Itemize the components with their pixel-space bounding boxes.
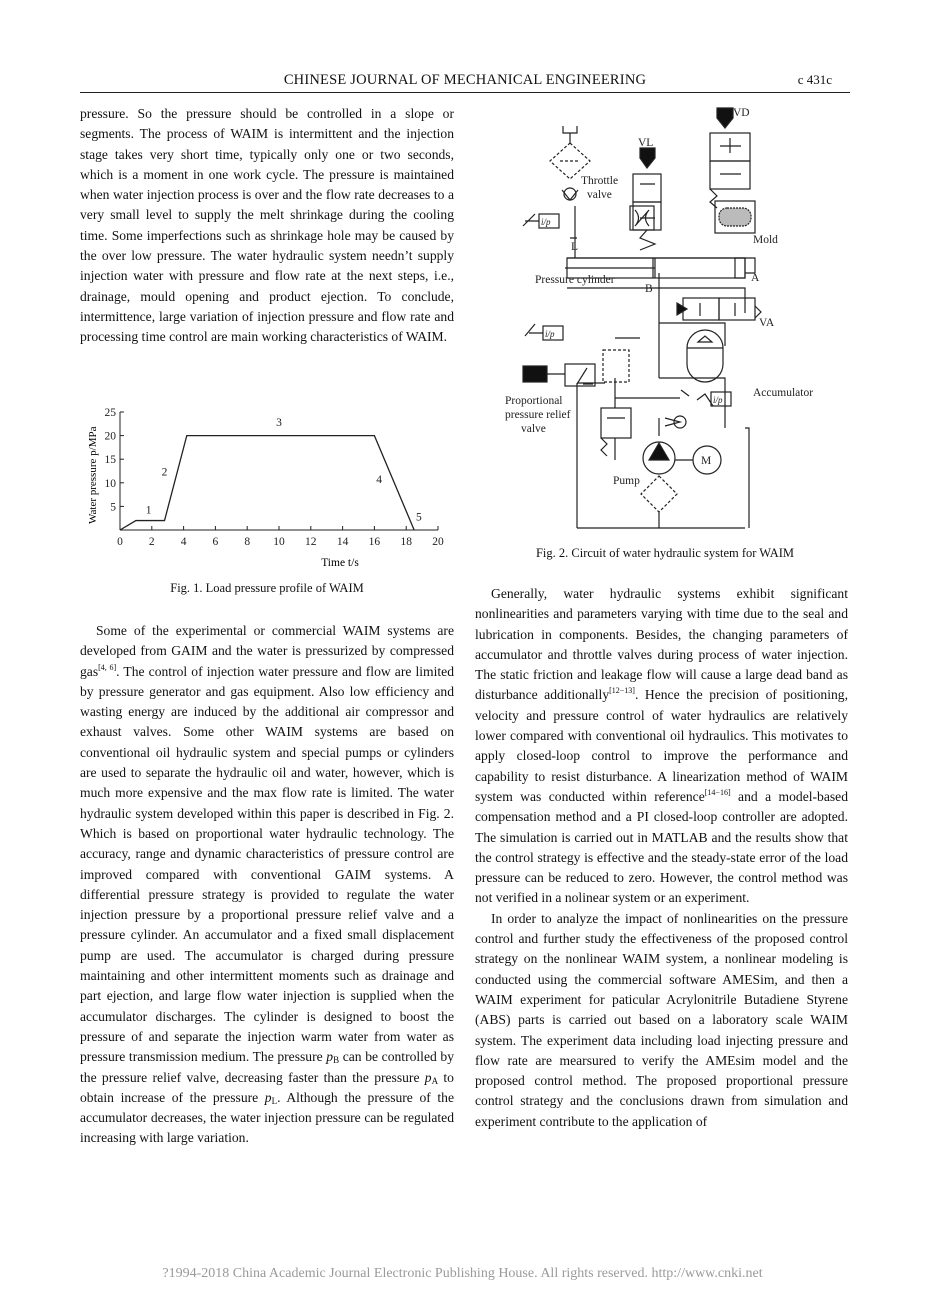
y-tick-label: 20 — [104, 430, 116, 443]
label-motor: M — [701, 455, 712, 467]
text-run: Some of the experimental or commercial WAIM systems are developed from GAIM and the water is pressurized by compressed gas — [80, 623, 454, 679]
segment-label: 5 — [416, 511, 422, 524]
citation: [4, 6] — [98, 662, 117, 672]
relief-valve — [601, 408, 631, 438]
label-vl: VL — [638, 137, 654, 149]
chart-series — [120, 436, 414, 530]
x-axis-label: Time t/s — [321, 557, 359, 569]
segment-label: 1 — [145, 504, 152, 517]
label-pump: Pump — [613, 475, 640, 487]
x-tick-label: 12 — [305, 536, 317, 548]
paragraph — [475, 584, 848, 909]
left-column-bottom — [80, 621, 454, 1149]
label-mold: Mold — [753, 234, 778, 246]
x-tick-label: 20 — [432, 536, 444, 548]
chart-axes — [120, 412, 438, 530]
x-tick-label: 8 — [244, 536, 251, 548]
copyright-footer: ?1994-2018 China Academic Journal Electronic Publishing House. All rights reserved. http://www.cnki.net — [162, 1266, 763, 1281]
label-va: VA — [759, 317, 775, 329]
label-b: B — [645, 283, 653, 295]
symbol: p — [326, 1049, 334, 1065]
label-prv-1: Proportional — [505, 395, 563, 407]
y-tick-label: 5 — [110, 501, 116, 514]
label-prv-3: valve — [521, 423, 546, 435]
subscript: L — [271, 1095, 278, 1106]
paragraph: In order to analyze the impact of nonlinearities on the pressure control and further study the effectiveness of the proposed control strategy on the nonlinear WAIM system, a nonlinear modeling is conducted using the commercial software AMESim, and then a WAIM experiment for paticular Acrylonitrile Butadiene Styrene (ABS) parts is carried out based on a laboratory scale WAIM system. The experiment data including load injecting pressure and flow rate are mearsured to verify the AMEsim model and the proposed control method. The proposed proportional pressure control strategy and the conclusions drawn from simulation and experiment contribute to the application of — [475, 910, 848, 1129]
x-tick-label: 18 — [400, 536, 412, 548]
label-prv-2: pressure relief — [505, 409, 571, 421]
text-run: Generally, water hydraulic systems exhibit significant nonlinearities and parameters varying with time due to the seal and lubrication in components. Besides, the changing parameters of accumulator and throttle valves during process of water injection. The static friction and leakage flow will cause a large dead band as disturbance additionally — [475, 586, 848, 703]
label-vd: VD — [733, 107, 750, 119]
segment-label: 4 — [376, 473, 383, 486]
va-valve — [683, 298, 719, 320]
right-column — [475, 584, 848, 1132]
label-throttle: Throttle — [581, 175, 619, 187]
subscript: A — [431, 1075, 439, 1086]
citation: [12−13] — [609, 686, 635, 696]
paragraph: pressure. So the pressure should be controlled in a slope or segments. The process of WAIM is intermittent and the injection stage takes very short time, typically only one or two seconds, which is a moment in one work cycle. The pressure is maintained when water injection process is over and the flow rate decreases to a very small level to supply the melt shrinkage during the cooling time. Some imperfections such as shrinkage hole may be caused by the over low pressure. The water hydraulic system needn’t supply injection water with pressure and flow rate at the next steps, i.e., drainage, mould opening and product ejection. To conclude, intermittence, large variation of injection pressure and flow rate and processing time control are main working characteristics of WAIM. — [80, 106, 454, 345]
text-run: and a model-based compensation method and a PI closed-loop controller are adopted. The simulation is carried out in MATLAB and the results show that the control strategy is effective and the steady-state error of the load pressure can be reduced to zero. However, the control method was not verified in a nolinear system or an experiment. — [475, 788, 849, 906]
x-tick-label: 2 — [148, 536, 155, 548]
journal-title: CHINESE JOURNAL OF MECHANICAL ENGINEERING — [283, 72, 647, 88]
text-run: . Hence the precision of positioning, velocity and pressure control of water hydraulics are relatively lower compared with conventional oil hydraulics. This motivates to apply closed-loop control to improve the performance and capability to resist disturbance. A linearization method of WAIM system was conducted within reference — [475, 687, 848, 804]
symbol: p — [424, 1069, 432, 1085]
label-l: L — [571, 241, 579, 253]
left-column-top — [80, 104, 454, 348]
label-ip-1: i/p — [541, 217, 551, 227]
paragraph — [80, 621, 454, 1149]
x-tick-label: 14 — [336, 536, 349, 548]
chart-annotations — [146, 417, 422, 523]
y-tick-label: 10 — [104, 477, 116, 490]
fig1-caption: Fig. 1. Load pressure profile of WAIM — [170, 581, 364, 595]
x-tick-label: 10 — [273, 536, 285, 548]
x-tick-label: 6 — [212, 536, 219, 548]
x-tick-label: 4 — [180, 536, 187, 548]
text-run: . Although the pressure of the accumulator decreases, the water injection pressure can be regulated increasing with large variation. — [80, 1089, 454, 1146]
filter-symbol-2 — [641, 476, 677, 512]
citation: [14−16] — [704, 787, 731, 797]
x-tick-label: 0 — [117, 536, 123, 548]
fig1-chart — [80, 404, 460, 574]
label-ip-3: i/p — [713, 395, 723, 405]
label-ip-2: i/p — [545, 329, 555, 339]
segment-label: 2 — [161, 466, 168, 479]
subscript: B — [333, 1055, 340, 1066]
running-header — [80, 70, 850, 93]
label-a: A — [751, 272, 760, 284]
y-tick-label: 25 — [104, 407, 116, 419]
text-run: . The control of injection water pressure and flow are limited by pressure generator and gas equipment. Also low efficiency and wasting energy are induced by the additional air compressor and exhaust valves. Some other WAIM systems are based on conventional oil hydraulic system and special pumps or cylinders are used to separate the hydraulic oil and water, however, which is much more expensive and the max flow rate is limited. The water hydraulic system developed within this paper is described in Fig. 2. Which is based on proportional water hydraulic technology. The accuracy, range and dynamic characteristics of pressure control are improved compared with conventional GAIM systems. A differential pressure strategy is provided to regulate the water injection pressure by a proportional pressure relief valve and a pressure cylinder. An accumulator and a fixed small displacement pump are used. The accumulator is charged during pressure maintaining and other intermittent moments such as drainage and part ejection, and large flow water injection is supplied when the accumulator discharges. The cylinder is designed to boost the pressure of and separate the injection warm water from water as pressure transmission medium. The pressure — [80, 663, 455, 1065]
fig2-circuit-diagram — [505, 98, 835, 543]
fig2-caption: Fig. 2. Circuit of water hydraulic system for WAIM — [535, 546, 795, 560]
y-axis-label: Water pressure p/MPa — [87, 426, 99, 524]
y-tick-label: 15 — [104, 454, 116, 467]
x-tick-label: 16 — [368, 536, 381, 548]
tank-symbol — [563, 126, 577, 143]
segment-label: 3 — [276, 417, 282, 430]
pressure-line — [120, 436, 414, 530]
vl-valve — [633, 174, 661, 202]
symbol: p — [264, 1089, 272, 1105]
accumulator-symbol — [687, 330, 723, 382]
label-throttle-2: valve — [587, 189, 612, 201]
page-number: c 431c — [797, 72, 832, 87]
text-run: to obtain increase of the pressure — [80, 1069, 454, 1105]
text-run: can be controlled by the pressure relief valve, decreasing faster than the pressure — [80, 1049, 454, 1085]
chart-ticks — [105, 407, 445, 548]
label-accumulator: Accumulator — [753, 387, 814, 399]
label-cylinder: Pressure cylinder — [535, 274, 615, 286]
